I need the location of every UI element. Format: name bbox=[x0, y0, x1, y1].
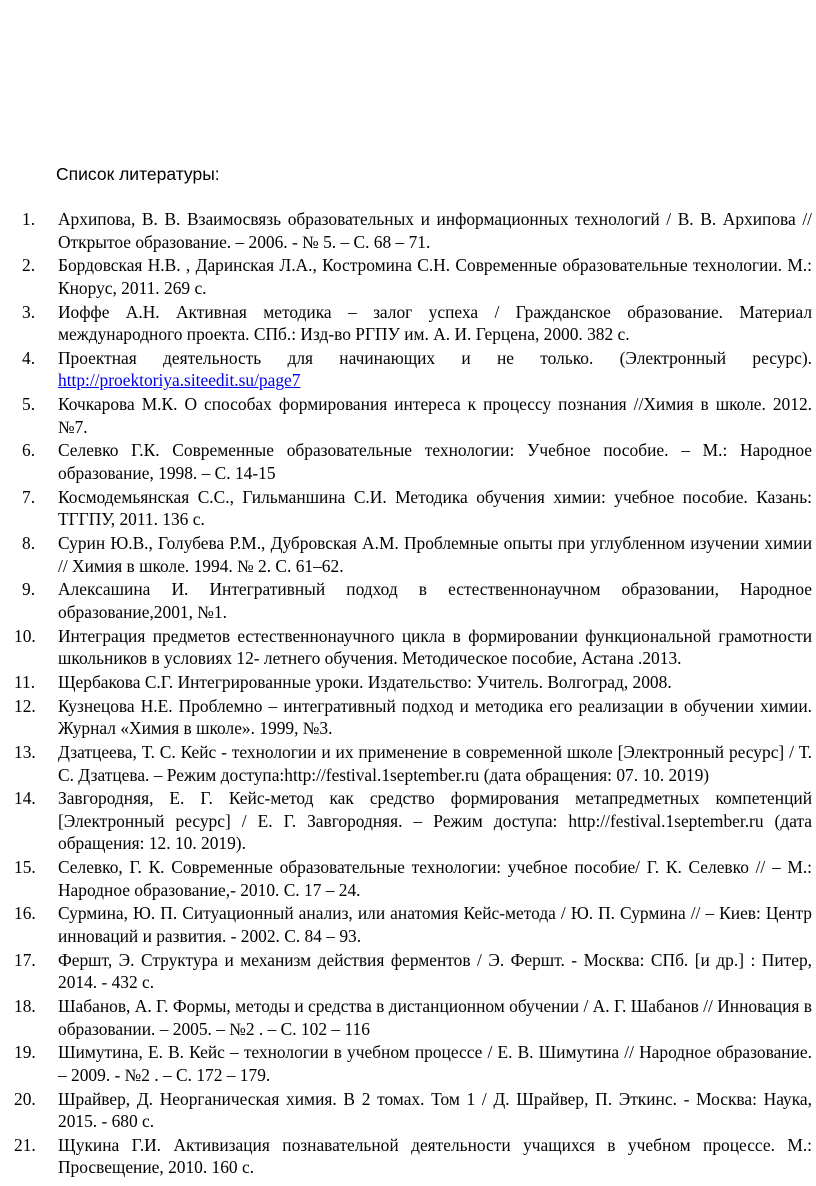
reference-text: Щукина Г.И. Активизация познавательной деятельности учащихся в учебном процессе. М.: Просвещение, 2010. 160 с. bbox=[58, 1134, 812, 1178]
reference-text: Фершт, Э. Структура и механизм действия ферментов / Э. Фершт. - Москва: СПб. [и др.] : Питер, 2014. - 432 с. bbox=[58, 949, 812, 993]
reference-item bbox=[0, 1134, 812, 1179]
reference-number: 12. bbox=[14, 695, 36, 716]
reference-item bbox=[0, 347, 812, 392]
reference-text: Завгородняя, Е. Г. Кейс-метод как средство формирования метапредметных компетенций [Электронный ресурс] / Е. Г. Завгородняя. – Режим доступа: http://festival.1september.ru (дата обращения: 12. 10. 2019). bbox=[58, 788, 812, 854]
reference-item bbox=[0, 208, 812, 253]
reference-number: 16. bbox=[14, 903, 36, 924]
reference-number: 15. bbox=[14, 857, 36, 878]
reference-item bbox=[0, 995, 812, 1040]
reference-item bbox=[0, 787, 812, 855]
reference-item bbox=[0, 741, 812, 786]
reference-link[interactable]: http://proektoriya.siteedit.su/page7 bbox=[58, 370, 301, 391]
reference-text: Алексашина И. Интегративный подход в естественнонаучном образовании, Народное образование,2001, №1. bbox=[58, 579, 812, 622]
reference-item bbox=[0, 578, 812, 623]
reference-number: 18. bbox=[14, 996, 36, 1017]
reference-text: Сурмина, Ю. П. Ситуационный анализ, или анатомия Кейс-метода / Ю. П. Сурмина // – Киев: Центр инноваций и развития. - 2002. С. 84 – 93. bbox=[58, 903, 812, 946]
reference-number: 8. bbox=[22, 533, 36, 554]
reference-number: 7. bbox=[22, 486, 36, 507]
reference-item bbox=[0, 856, 812, 901]
reference-text: Кочкарова М.К. О способах формирования интереса к процессу познания //Химия в школе. 2012. №7. bbox=[58, 394, 812, 437]
reference-text: Селевко Г.К. Современные образовательные технологии: Учебное пособие. – М.: Народное образование, 1998. – С. 14-15 bbox=[58, 440, 812, 483]
reference-item bbox=[0, 902, 812, 947]
reference-item bbox=[0, 625, 812, 670]
reference-text: Иоффе А.Н. Активная методика – залог успеха / Гражданское образование. Материал международного проекта. СПб.: Изд-во РГПУ им. А. И. Герцена, 2000. 382 с. bbox=[58, 301, 812, 345]
reference-number: 13. bbox=[14, 742, 36, 763]
reference-text: Бордовская Н.В. , Даринская Л.А., Костромина С.Н. Современные образовательные технологии. М.: Кнорус, 2011. 269 с. bbox=[58, 255, 812, 298]
reference-item bbox=[0, 1088, 812, 1133]
reference-number: 9. bbox=[22, 579, 36, 600]
reference-number: 5. bbox=[22, 394, 36, 415]
reference-text: Кузнецова Н.Е. Проблемно – интегративный подход и методика его реализации в обучении химии. Журнал «Химия в школе». 1999, №3. bbox=[58, 695, 812, 739]
reference-item bbox=[0, 671, 812, 694]
reference-number: 2. bbox=[22, 255, 36, 276]
reference-item bbox=[0, 254, 812, 299]
reference-number: 4. bbox=[22, 347, 36, 368]
reference-list bbox=[0, 208, 816, 1180]
reference-number: 20. bbox=[14, 1088, 36, 1109]
reference-item bbox=[0, 695, 812, 740]
reference-text: Щербакова С.Г. Интегрированные уроки. Издательство: Учитель. Волгоград, 2008. bbox=[58, 671, 672, 692]
reference-item bbox=[0, 393, 812, 438]
reference-text: Шабанов, А. Г. Формы, методы и средства в дистанционном обучении / А. Г. Шабанов // Инновация в образовании. – 2005. – №2 . – С. 102 – 116 bbox=[58, 996, 812, 1039]
reference-text: Интеграция предметов естественнонаучного цикла в формировании функциональной грамотности школьников в условиях 12- летнего обучения. Методическое пособие, Астана .2013. bbox=[58, 625, 812, 669]
reference-item bbox=[0, 949, 812, 994]
reference-number: 11. bbox=[14, 671, 36, 692]
reference-text: Архипова, В. В. Взаимосвязь образовательных и информационных технологий / В. В. Архипова // Открытое образование. – 2006. - № 5. – С. 68 – 71. bbox=[58, 209, 812, 252]
reference-item bbox=[0, 532, 812, 577]
reference-item bbox=[0, 1041, 812, 1086]
reference-number: 19. bbox=[14, 1042, 36, 1063]
reference-number: 10. bbox=[14, 625, 36, 646]
reference-text: Сурин Ю.В., Голубева Р.М., Дубровская А.М. Проблемные опыты при углубленном изучении химии // Химия в школе. 1994. № 2. С. 61–62. bbox=[58, 533, 812, 576]
page-title: Список литературы: bbox=[56, 164, 220, 184]
reference-number: 17. bbox=[14, 949, 36, 970]
reference-item bbox=[0, 301, 812, 346]
reference-number: 6. bbox=[22, 440, 36, 461]
reference-text: Шрайвер, Д. Неорганическая химия. В 2 томах. Том 1 / Д. Шрайвер, П. Эткинс. - Москва: Наука, 2015. - 680 с. bbox=[58, 1088, 812, 1132]
reference-item bbox=[0, 439, 812, 484]
reference-text: Проектная деятельность для начинающих и не только. (Электронный ресурс). bbox=[58, 347, 812, 368]
reference-text: Шимутина, Е. В. Кейс – технологии в учебном процессе / Е. В. Шимутина // Народное образование. – 2009. - №2 . – С. 172 – 179. bbox=[58, 1042, 812, 1085]
reference-text: Селевко, Г. К. Современные образовательные технологии: учебное пособие/ Г. К. Селевко // – М.: Народное образование,- 2010. С. 17 – 24. bbox=[58, 857, 812, 900]
reference-number: 1. bbox=[22, 209, 36, 229]
reference-number: 21. bbox=[14, 1134, 36, 1155]
reference-text: Космодемьянская С.С., Гильманшина С.И. Методика обучения химии: учебное пособие. Казань: ТГГПУ, 2011. 136 с. bbox=[58, 486, 812, 530]
reference-number: 3. bbox=[22, 301, 36, 322]
reference-item bbox=[0, 486, 812, 531]
reference-number: 14. bbox=[14, 788, 36, 809]
reference-text: Дзатцеева, Т. С. Кейс - технологии и их применение в современной школе [Электронный ресурс] / Т. С. Дзатцева. – Режим доступа:http://festival.1september.ru (дата обращения: 07. 10. 2019) bbox=[58, 742, 812, 785]
